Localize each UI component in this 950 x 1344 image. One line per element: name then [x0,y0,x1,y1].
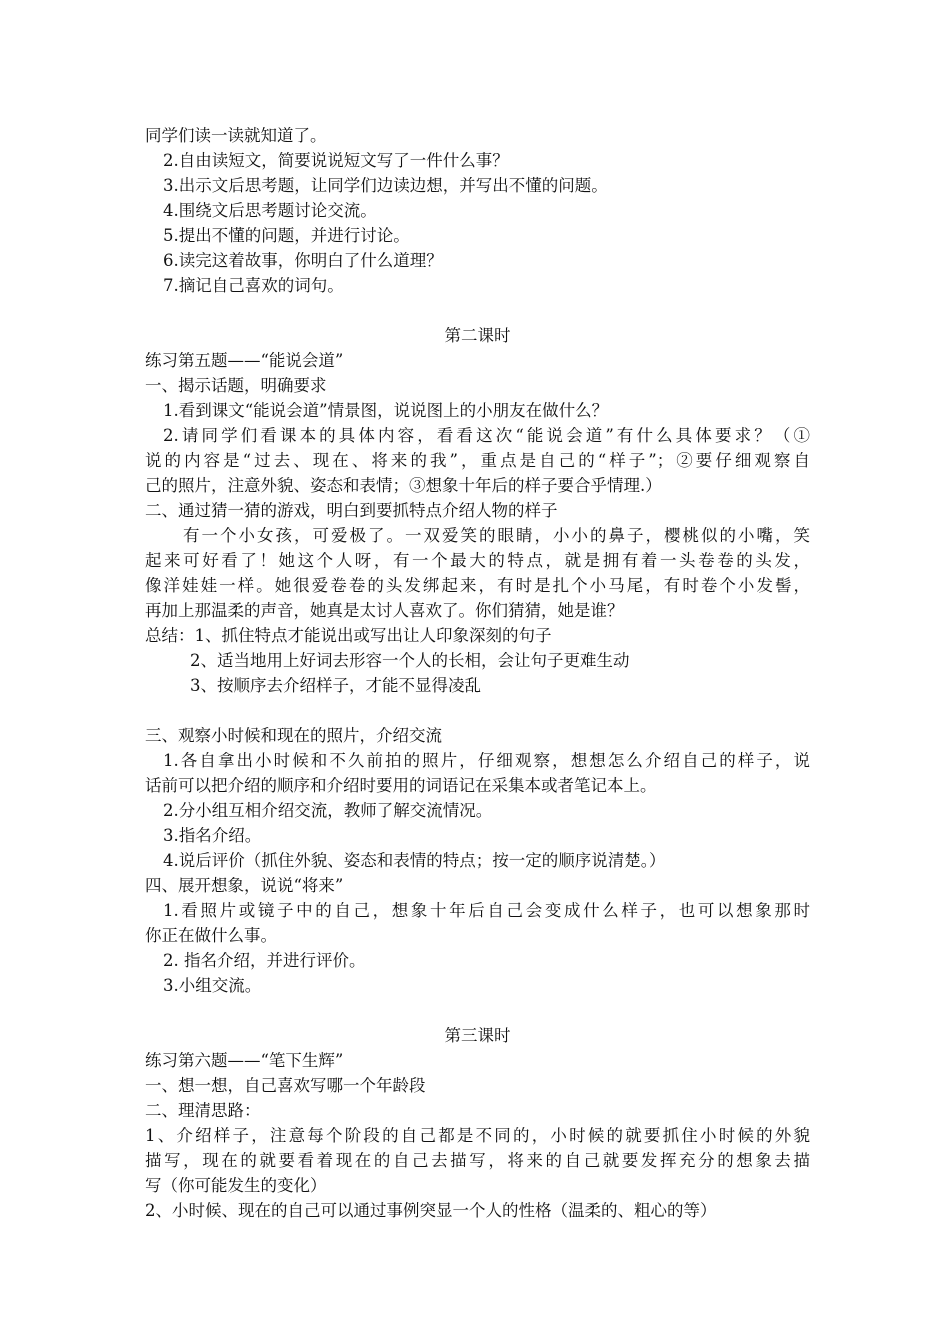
section-heading: 第二课时 [444,326,511,345]
text-line: 话前可以把介绍的顺序和介绍时要用的词语记在采集本或者笔记本上。 [145,776,657,795]
text-line: 己的照片，注意外貌、姿态和表情；③想象十年后的样子要合乎情理.） [145,476,662,495]
step-heading: 二、通过猜一猜的游戏，明白到要抓特点介绍人物的样子 [145,501,558,520]
exercise-title: 练习第五题——“能说会道” [145,351,344,370]
summary-line: 总结：1、抓住特点才能说出或写出让人印象深刻的句子 [145,626,552,645]
text-line: 说的内容是“过去、现在、将来的我”，重点是自己的“样子”；②要仔细观察自 [145,451,810,470]
text-line: 你正在做什么事。 [145,926,277,945]
text-line: 写（你可能发生的变化） [145,1176,327,1195]
text-line: 2、小时候、现在的自己可以通过事例突显一个人的性格（温柔的、粗心的等） [145,1201,717,1220]
text-line: 1、介绍样子，注意每个阶段的自己都是不同的，小时候的就要抓住小时候的外貌 [145,1126,810,1145]
text-line: 同学们读一读就知道了。 [145,126,327,145]
summary-line: 2、适当地用上好词去形容一个人的长相，会让句子更难生动 [190,651,630,670]
list-item: 3.出示文后思考题，让同学们边读边想，并写出不懂的问题。 [163,176,608,195]
exercise-title: 练习第六题——“笔下生辉” [145,1051,344,1070]
paragraph-line: 有一个小女孩，可爱极了。一双爱笑的眼睛，小小的鼻子，樱桃似的小嘴，笑 [183,526,810,545]
summary-line: 3、按顺序去介绍样子，才能不显得凌乱 [190,676,481,695]
list-item: 6.读完这着故事，你明白了什么道理？ [163,251,443,270]
paragraph-line: 像洋娃娃一样。她很爱卷卷的头发绑起来，有时是扎个小马尾，有时卷个小发髻， [145,576,810,595]
list-item: 1.看到课文“能说会道”情景图，说说图上的小朋友在做什么？ [163,401,609,420]
list-item: 3.小组交流。 [163,976,262,995]
list-item: 4.说后评价（抓住外貌、姿态和表情的特点；按一定的顺序说清楚。） [163,851,666,870]
paragraph-line: 再加上那温柔的声音，她真是太讨人喜欢了。你们猜猜，她是谁？ [145,601,624,620]
step-heading: 一、揭示话题，明确要求 [145,376,327,395]
list-item: 5.提出不懂的问题，并进行讨论。 [163,226,410,245]
list-item: 2.自由读短文，简要说说短文写了一件什么事？ [163,151,509,170]
step-heading: 四、展开想象，说说“将来” [145,876,344,895]
list-item: 1.各自拿出小时候和不久前拍的照片，仔细观察，想想怎么介绍自己的样子，说 [163,751,810,770]
step-heading: 二、理清思路： [145,1101,261,1120]
step-heading: 一、想一想，自己喜欢写哪一个年龄段 [145,1076,426,1095]
list-item: 2.分小组互相介绍交流，教师了解交流情况。 [163,801,493,820]
step-heading: 三、观察小时候和现在的照片，介绍交流 [145,726,442,745]
section-heading: 第三课时 [444,1026,511,1045]
list-item: 1.看照片或镜子中的自己，想象十年后自己会变成什么样子，也可以想象那时 [163,901,810,920]
list-item: 3.指名介绍。 [163,826,262,845]
text-line: 描写，现在的就要看着现在的自己去描写，将来的自己就要发挥充分的想象去描 [145,1151,810,1170]
list-item: 2. 指名介绍，并进行评价。 [163,951,366,970]
paragraph-line: 起来可好看了！她这个人呀，有一个最大的特点，就是拥有着一头卷卷的头发， [145,551,810,570]
list-item: 7.摘记自己喜欢的词句。 [163,276,344,295]
list-item: 2.请同学们看课本的具体内容，看看这次“能说会道”有什么具体要求？（① [163,426,810,445]
list-item: 4.围绕文后思考题讨论交流。 [163,201,377,220]
